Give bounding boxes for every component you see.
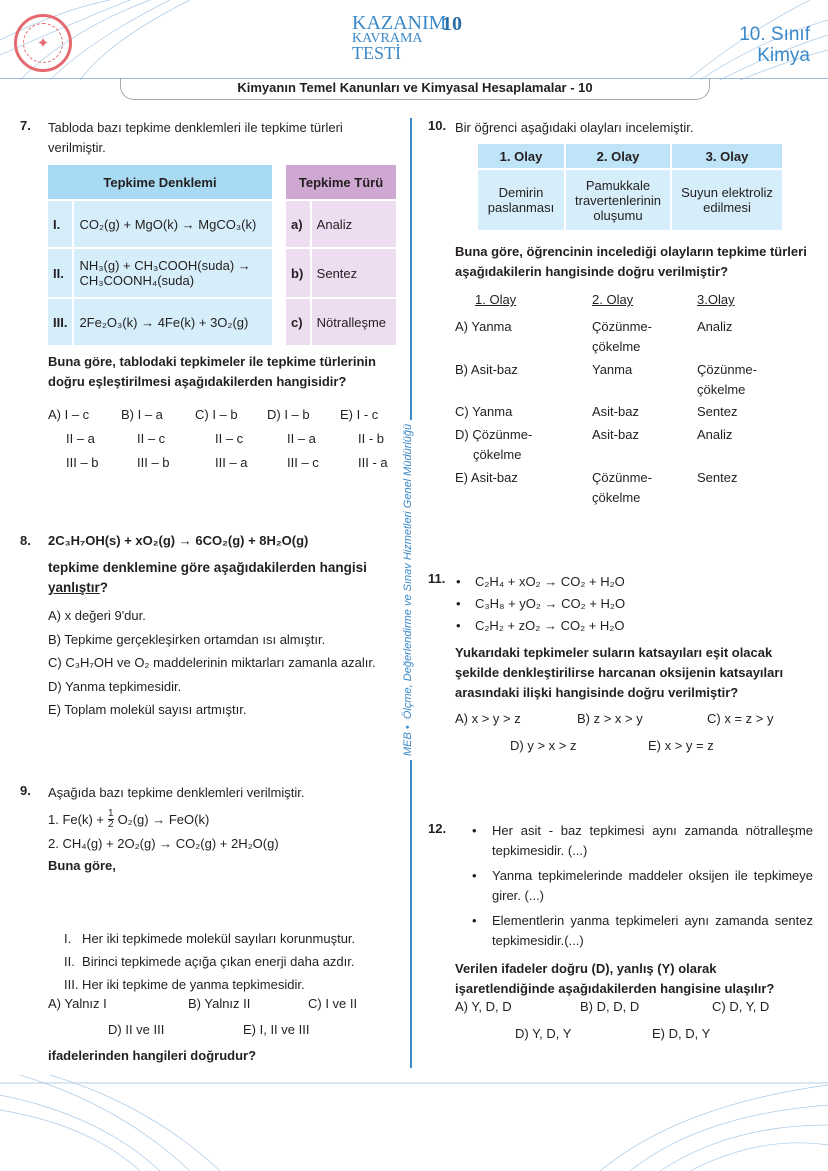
q10-options: 1. Olay 2. Olay 3.Olay A) Yanma Çözünme- çökelme Analiz B) Asit-baz Yanma Çözünme- çökelme C) Yanma Asit-baz Sentez D) Çözünme- çökelme Asit-baz Analiz E) Asit-baz Çözünme- çökelme Sentez (455, 292, 757, 505)
option-e[interactable]: E) Toplam molekül sayısı artmıştır. (48, 702, 247, 717)
q11-options (455, 711, 810, 761)
option-d[interactable]: D) Yanma tepkimesidir. (48, 678, 182, 694)
events-table: 1. Olay 2. Olay 3. Olay Demirin paslanması Pamukkale travertenlerinin oluşumu Suyun elektroliz edilmesi (476, 142, 784, 232)
page-title: Kimyanın Temel Kanunları ve Kimyasal Hesaplamalar - 10 (120, 78, 710, 100)
option-c[interactable]: C) x = z > y (707, 711, 774, 726)
question-10: 10. Bir öğrenci aşağıdaki olayları incelemiştir. (428, 118, 694, 135)
q12-statements: • Her asit - baz tepkimesi aynı zamanda nötralleşme tepkimesidir. (...) • Yanma tepkimelerinde maddeler oksijen ile tepkimeye girer. (...) • Elementlerin yanma tepkimeleri aynı zamanda sentez tepkimesidir.(...) (472, 823, 813, 948)
option-c[interactable]: C) I – b II – c III – a (195, 407, 248, 470)
reaction-type-table: Tepkime Türü a) Analiz b) Sentez c) Nötralleşme (284, 163, 398, 347)
question-9: 9. Aşağıda bazı tepkime denklemleri verilmiştir. 1. Fe(k) + $\frac{1}{2}$ O₂(g) → FeO(k) 2. CH₄(g) + 2O₂(g) → CO₂(g) + 2H₂O(g) Buna göre, I. Her iki tepkimede molekül sayıları korunmuştur. II. Birinci tepkimede açığa çıkan enerji daha azdır. III. Her iki tepkime de yanma tepkimesidir. ifadelerinden hangileri doğrudur? (20, 783, 400, 1063)
q8-options (48, 604, 400, 722)
test-brand-logo: KAZANIM KAVRAMA TESTİ 10 (352, 12, 462, 63)
q7-tables (46, 163, 398, 347)
option-b[interactable]: B) I – a II – c III – b (121, 407, 170, 470)
option-b[interactable]: B) Yalnız II (188, 996, 251, 1011)
option-c[interactable]: C) D, Y, D (712, 999, 770, 1014)
question-8: 8. 2C₃H₇OH(s) + xO₂(g) → 6CO₂(g) + 8H₂O(g) tepkime denklemine göre aşağıdakilerden hangisi yanlıştır? A) x değeri 9'dur. B) Tepkime gerçekleşirken ortamdan ısı almıştır. C) C₃H₇OH ve O₂ maddelerinin miktarları zamanla azalır. D) Yanma tepkimesidir. E) Toplam molekül sayısı artmıştır. (20, 533, 400, 722)
option-c[interactable]: C) C₃H₇OH ve O₂ maddelerinin miktarları zamanla azalır. (48, 655, 376, 670)
side-publisher-text: MEB • Ölçme, Değerlendirme ve Sınav Hizmetleri Genel Müdürlüğü (402, 420, 414, 760)
q9-equation-1: 1. Fe(k) + $\frac{1}{2}$ O₂(g) → FeO(k) (48, 808, 210, 830)
q7-options (48, 403, 398, 473)
question-11: 11. • C₂H₄ + xO₂ → CO₂ + H₂O • C₃H₈ + yO₂ → CO₂ + H₂O • C₂H₂ + zO₂ → CO₂ + H₂O Yukarıdaki tepkimeler suların katsayıları eşit olacak şekilde denkleştirilirse harcanan oksijenin katsayıları arasındaki ilişki hangisinde doğru verilmiştir? (428, 571, 813, 703)
q9-options (48, 996, 398, 1046)
option-b[interactable]: B) Tepkime gerçekleşirken ortamdan ısı almıştır. (48, 631, 326, 647)
grade-subject: 10. Sınıf Kimya (739, 24, 810, 66)
option-e[interactable]: E) D, D, Y (652, 1026, 711, 1041)
q7-question: Buna göre, tablodaki tepkimeler ile tepkime türlerinin doğru eşleştirilmesi aşağıdakilerden hangisidir? (48, 354, 376, 389)
q11-reactions: • C₂H₄ + xO₂ → CO₂ + H₂O • C₃H₈ + yO₂ → CO₂ + H₂O • C₂H₂ + zO₂ → CO₂ + H₂O (456, 574, 626, 633)
option-c[interactable]: C) I ve II (308, 996, 358, 1011)
footer-decoration (0, 1075, 828, 1171)
option-a[interactable]: A) x değeri 9'dur. (48, 608, 146, 623)
q9-statements: I. Her iki tepkimede molekül sayıları korunmuştur. II. Birinci tepkimede açığa çıkan enerji daha azdır. III. Her iki tepkime de yanma tepkimesidir. (64, 931, 356, 992)
equation-table: Tepkime Denklemi I. CO₂(g) + MgO(k) → MgCO₃(k) II. NH₃(g) + CH₃COOH(suda) → CH₃COONH₄(suda) III. 2Fe₂O₃(k) → 4Fe(k) + 3O₂(g) (46, 163, 274, 347)
option-a[interactable]: A) x > y > z (455, 711, 521, 726)
q8-equation: 2C₃H₇OH(s) + xO₂(g) → 6CO₂(g) + 8H₂O(g) (48, 533, 309, 548)
option-d[interactable]: D) Y, D, Y (515, 1026, 572, 1041)
option-d[interactable]: D) I – b II – a III – c (267, 407, 319, 470)
test-number: 10 (442, 13, 462, 35)
q9-equation-2: 2. CH₄(g) + 2O₂(g) → CO₂(g) + 2H₂O(g) (48, 836, 279, 851)
option-b[interactable]: B) D, D, D (580, 999, 640, 1014)
option-e[interactable]: E) I - c II - b III - a (340, 407, 388, 470)
q10-question: Buna göre, öğrencinin incelediği olayların tepkime türleri aşağıdakilerin hangisinde doğru verilmiştir? (455, 244, 807, 279)
option-a[interactable]: A) Yalnız I (48, 996, 107, 1011)
question-12: 12. • Her asit - baz tepkimesi aynı zamanda nötralleşme tepkimesidir. (...) • Yanma tepkimelerinde maddeler oksijen ile tepkimeye girer. (...) • Elementlerin yanma tepkimeleri aynı zamanda sentez tepkimesidir.(...) Verilen ifadeler doğru (D), yanlış (Y) olarak işaretlendiğinde aşağıdakilerden hangisine ulaşılır? (428, 821, 813, 996)
question-7: 7. Tabloda bazı tepkime denklemleri ile tepkime türleri verilmiştir. (20, 118, 343, 155)
option-a[interactable]: A) Y, D, D (455, 999, 512, 1014)
q12-options (455, 999, 810, 1049)
q8-question: tepkime denklemine göre aşağıdakilerden hangisi yanlıştır? (48, 560, 367, 595)
option-a[interactable]: A) I – c II – a III – b (48, 407, 99, 470)
option-d[interactable]: D) II ve III (108, 1022, 165, 1037)
option-b[interactable]: B) z > x > y (577, 711, 643, 726)
option-e[interactable]: E) I, II ve III (243, 1022, 310, 1037)
option-d[interactable]: D) y > x > z (510, 738, 577, 753)
fraction: $\frac{1}{2}$ (108, 808, 114, 830)
option-e[interactable]: E) x > y = z (648, 738, 714, 753)
ministry-logo: ✦ (14, 14, 72, 72)
